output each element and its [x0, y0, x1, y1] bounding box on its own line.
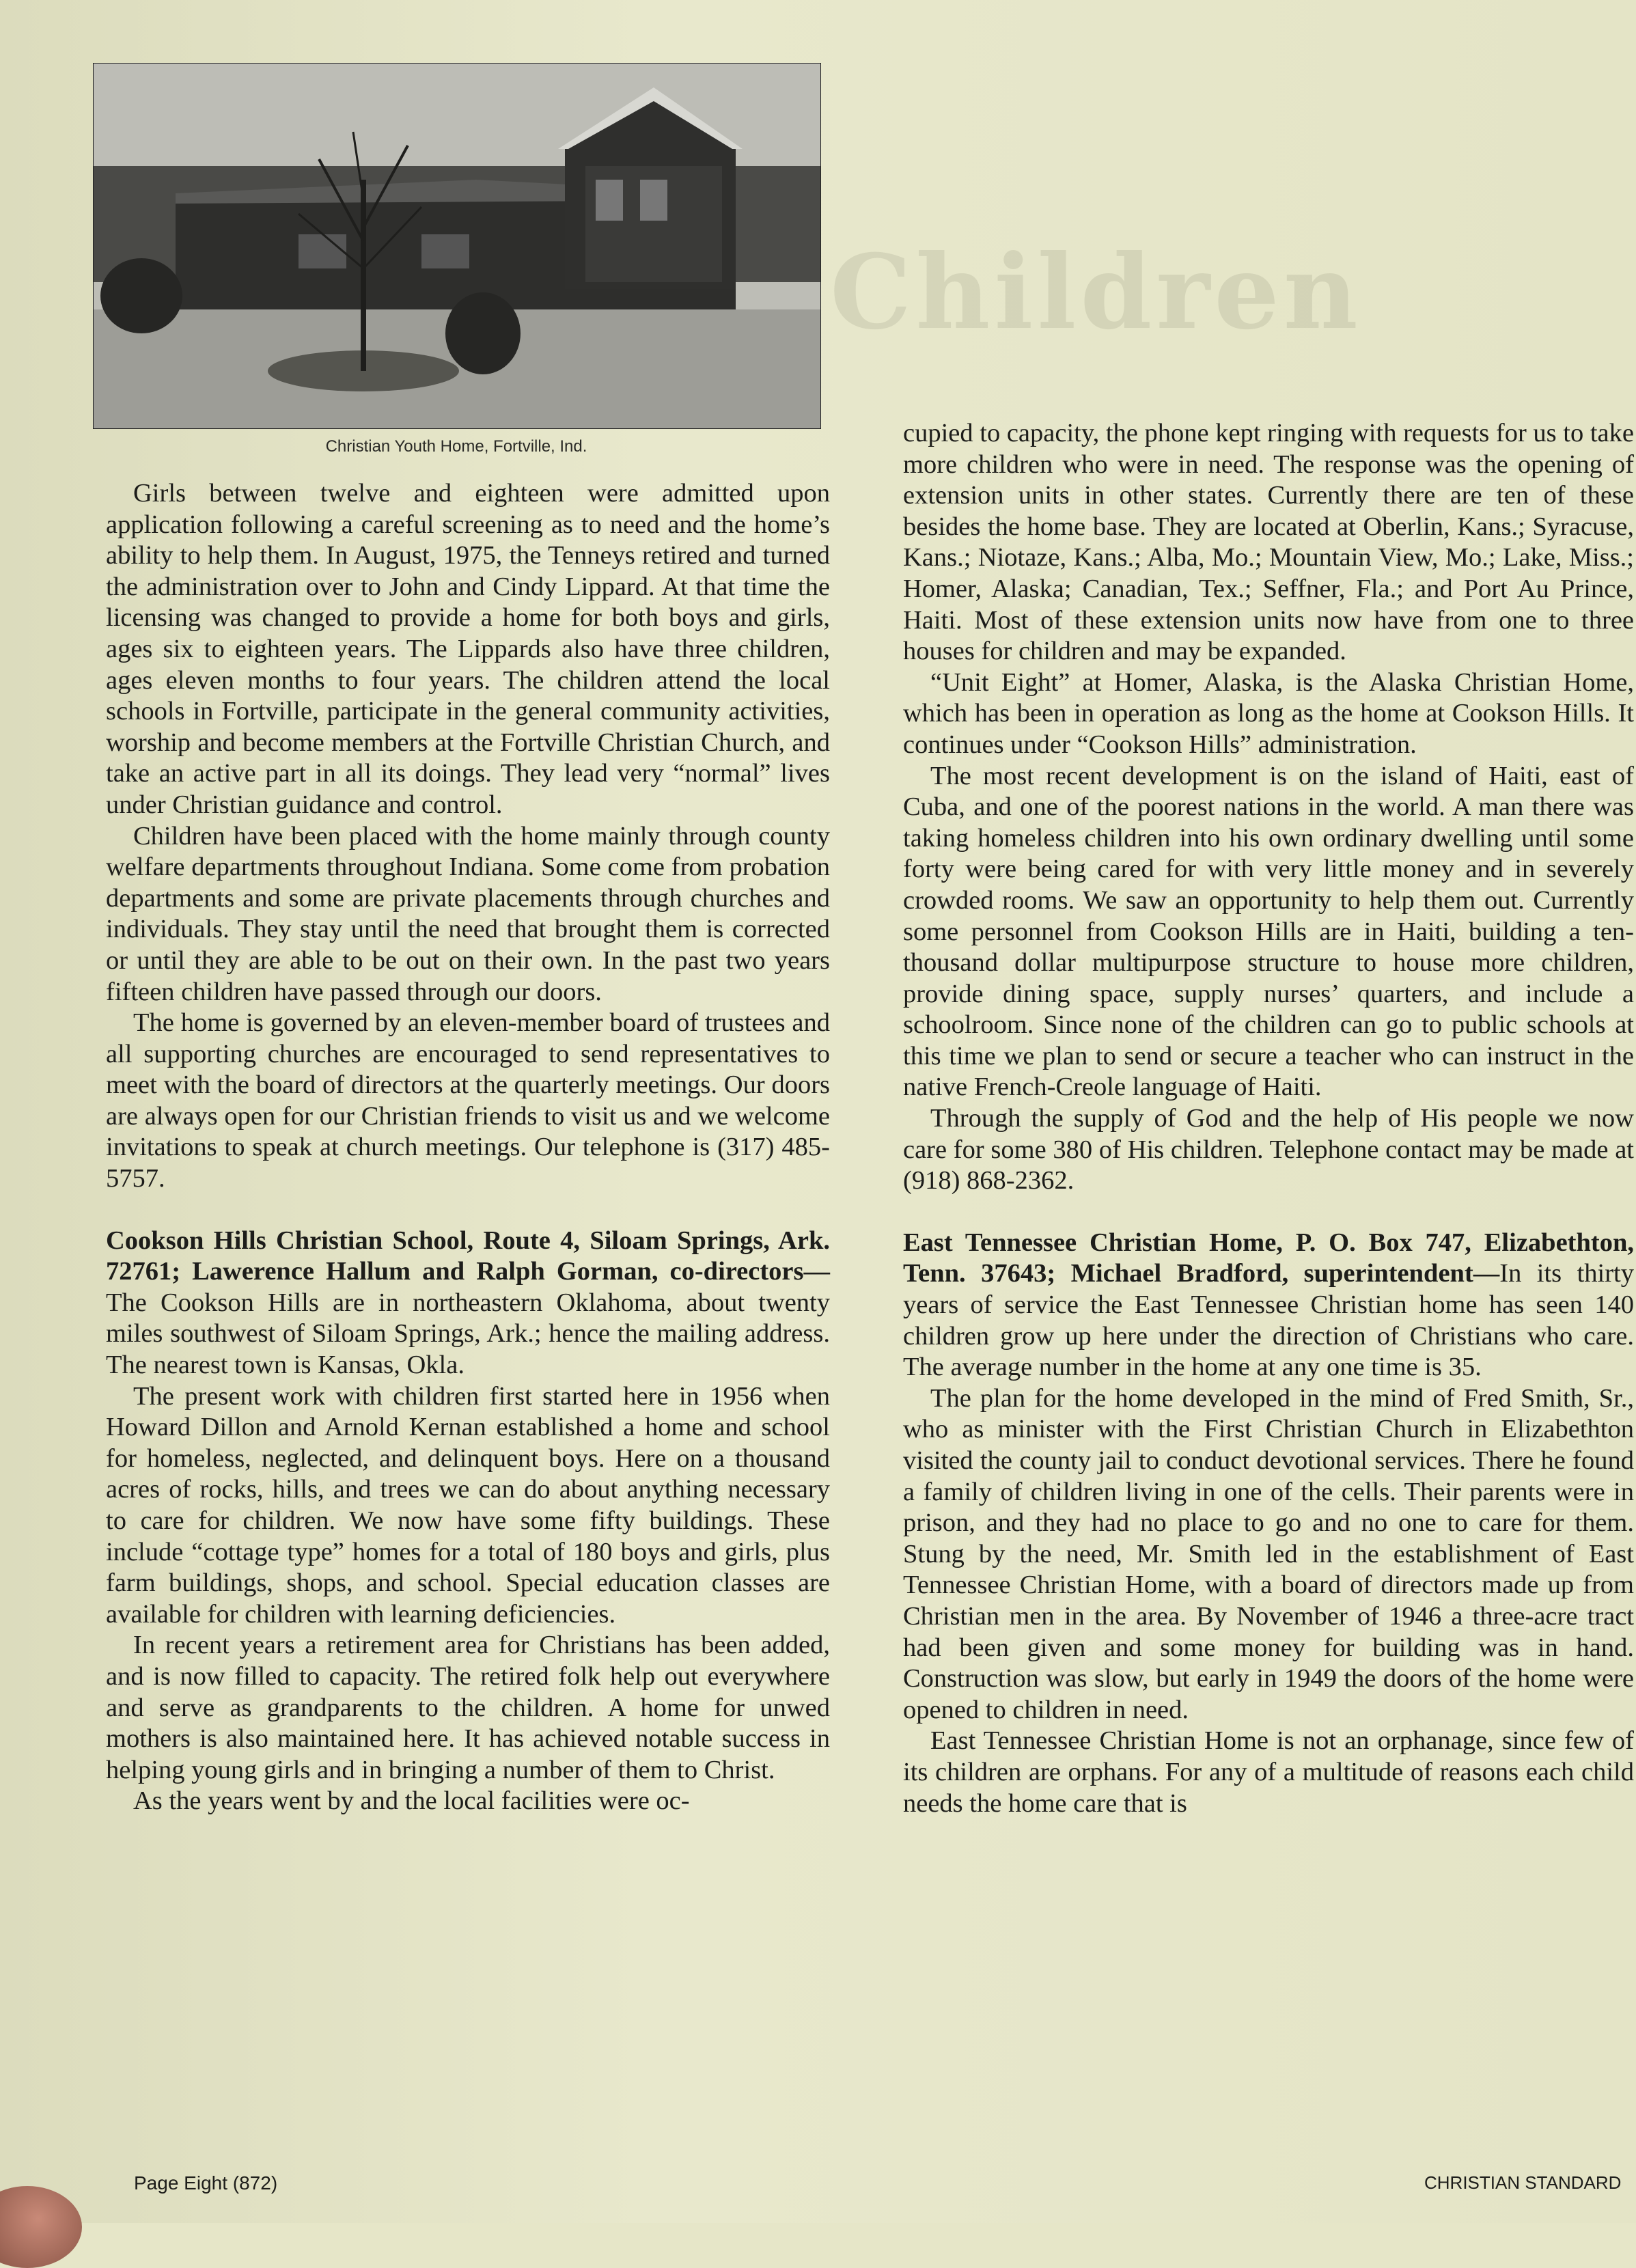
- thumb: [0, 2186, 82, 2268]
- bleed-through-title: Children: [830, 232, 1362, 352]
- paragraph: [903, 1383, 1634, 1726]
- section-heading: Cookson Hills Christian School, Route 4, Siloam Springs, Ark. 72761; Lawerence Hallum and Ralph Gorman, co-directors—: [106, 1226, 830, 1286]
- publication-name: CHRISTIAN STANDARD: [1424, 2172, 1622, 2193]
- paragraph: [106, 821, 830, 1008]
- paragraph-text: East Tennessee Christian Home is not an orphanage, since few of its children are orphans. For any of a multitude of reasons each child needs the home care that is: [903, 1726, 1634, 1818]
- right-column: [903, 418, 1634, 1819]
- paragraph: [106, 1381, 830, 1631]
- house-photo-drawing: [94, 64, 820, 428]
- section-gap: [106, 1195, 830, 1226]
- paragraph-text: The home is governed by an eleven-member board of trustees and all supporting churches are encouraged to send representatives to meet with the board of directors at the quarterly meetings. Our doors are always open for our Christian friends to visit us and we welcome invitations to speak at church meetings. Our telephone is (317) 485-5757.: [106, 1008, 830, 1193]
- paragraph-text: The present work with children first started here in 1956 when Howard Dillon and Arnold Kernan established a home and school for homeless, neglected, and delinquent boys. Here on a thousand acres of rocks, hills, and trees we can do about anything necessary to care for children. We now have some fifty buildings. These include “cottage type” homes for a total of 180 boys and girls, plus farm buildings, shops, and school. Special education classes are available for children with learning deficiencies.: [106, 1381, 830, 1629]
- paragraph-text: The most recent development is on the island of Haiti, east of Cuba, and one of the poorest nations in the world. A man there was taking homeless children into his own ordinary dwelling until some forty were being cared for with very little money and in severely crowded rooms. We saw an opportunity to help them out. Currently some personnel from Cookson Hills are in Haiti, building a ten-thousand dollar multipurpose structure to house more children, provide dining space, supply nurses’ quarters, and include a schoolroom. Since none of the children can go to public schools at this time we plan to send or secure a teacher who can instruct in the native French-Creole language of Haiti.: [903, 761, 1634, 1102]
- window: [640, 180, 667, 221]
- section-gap: [903, 1197, 1634, 1228]
- shrub: [100, 258, 182, 333]
- paragraph: [106, 478, 830, 821]
- section-heading: East Tennessee Christian Home, P. O. Box 747, Elizabethton, Tenn. 37643; Michael Bradford, superintendent—: [903, 1228, 1634, 1288]
- page-number: Page Eight (872): [134, 2172, 278, 2194]
- paragraph-text: As the years went by and the local facilities were oc-: [133, 1786, 690, 1816]
- paragraph-text: In its thirty years of service the East Tennessee Christian home has seen 140 children grow up here under the direction of Christians who care. The average number in the home at any one time is 35.: [903, 1259, 1635, 1382]
- paragraph: [106, 1630, 830, 1786]
- paragraph: [106, 1008, 830, 1195]
- house-photo: [93, 63, 821, 429]
- paragraph-text: “Unit Eight” at Homer, Alaska, is the Alaska Christian Home, which has been in operation as long as the home at Cookson Hills. It continues under “Cookson Hills” administration.: [903, 667, 1634, 759]
- paragraph-text: The plan for the home developed in the mind of Fred Smith, Sr., who as minister with the First Christian Church in Elizabethton visited the county jail to conduct devotional services. There he found a family of children living in one of the cells. Their parents were in prison, and they had no place to go and no one to care for them. Stung by the need, Mr. Smith led in the establishment of East Tennessee Christian Home, with a board of directors made up from Christian men in the area. By November of 1946 a three-acre tract had been given and some money for building was in hand. Construction was slow, but early in 1949 the doors of the home were opened to children in need.: [903, 1383, 1634, 1724]
- paragraph-text: cupied to capacity, the phone kept ringing with requests for us to take more children who were in need. The response was the opening of extension units in other states. Currently there are ten of these besides the home base. They are located at Oberlin, Kans.; Syracuse, Kans.; Niotaze, Kans.; Alba, Mo.; Mountain View, Mo.; Lake, Miss.; Homer, Alaska; Canadian, Tex.; Seffner, Fla.; and Port Au Prince, Haiti. Most of these extension units now have from one to three houses for children and may be expanded.: [903, 419, 1634, 666]
- shrub: [445, 292, 521, 374]
- window: [299, 234, 346, 268]
- paragraph: [903, 1726, 1634, 1819]
- section-entry: [903, 1228, 1634, 1383]
- paragraph-text: In recent years a retirement area for Christians has been added, and is now filled to capacity. The retired folk help out everywhere and serve as grandparents to the children. A home for unwed mothers is also maintained here. It has achieved notable success in helping young girls and in bringing a number of them to Christ.: [106, 1631, 830, 1784]
- paragraph: [903, 1103, 1634, 1197]
- paragraph: [903, 418, 1634, 667]
- paragraph: [903, 667, 1634, 761]
- section-entry: [106, 1226, 830, 1381]
- window: [596, 180, 623, 221]
- photo-caption: Christian Youth Home, Fortville, Ind.: [325, 437, 587, 456]
- window: [421, 234, 469, 268]
- paragraph: [106, 1786, 830, 1817]
- paragraph: [903, 761, 1634, 1104]
- paragraph-text: Through the supply of God and the help of His people we now care for some 380 of His children. Telephone contact may be made at (918) 868-2362.: [903, 1104, 1634, 1195]
- paragraph-text: Children have been placed with the home mainly through county welfare departments throughout Indiana. Some come from probation departments and some are private placements through churches and individuals. They stay until the need that brought them is corrected or until they are able to be out on their own. In the past two years fifteen children have passed through our doors.: [106, 821, 830, 1006]
- paragraph-text: Girls between twelve and eighteen were admitted upon application following a careful screening as to need and the home’s ability to help them. In August, 1975, the Tenneys retired and turned the administration over to John and Cindy Lippard. At that time the licensing was changed to provide a home for both boys and girls, ages six to eighteen years. The Lippards also have three children, ages eleven months to four years. The children attend the local schools in Fortville, participate in the general community activities, worship and become members at the Fortville Christian Church, and take an active part in all its doings. They lead very “normal” lives under Christian guidance and control.: [106, 479, 830, 819]
- paragraph-text: The Cookson Hills are in northeastern Oklahoma, about twenty miles southwest of Siloam Springs, Ark.; hence the mailing address. The nearest town is Kansas, Okla.: [106, 1288, 830, 1380]
- left-column: [106, 478, 830, 1817]
